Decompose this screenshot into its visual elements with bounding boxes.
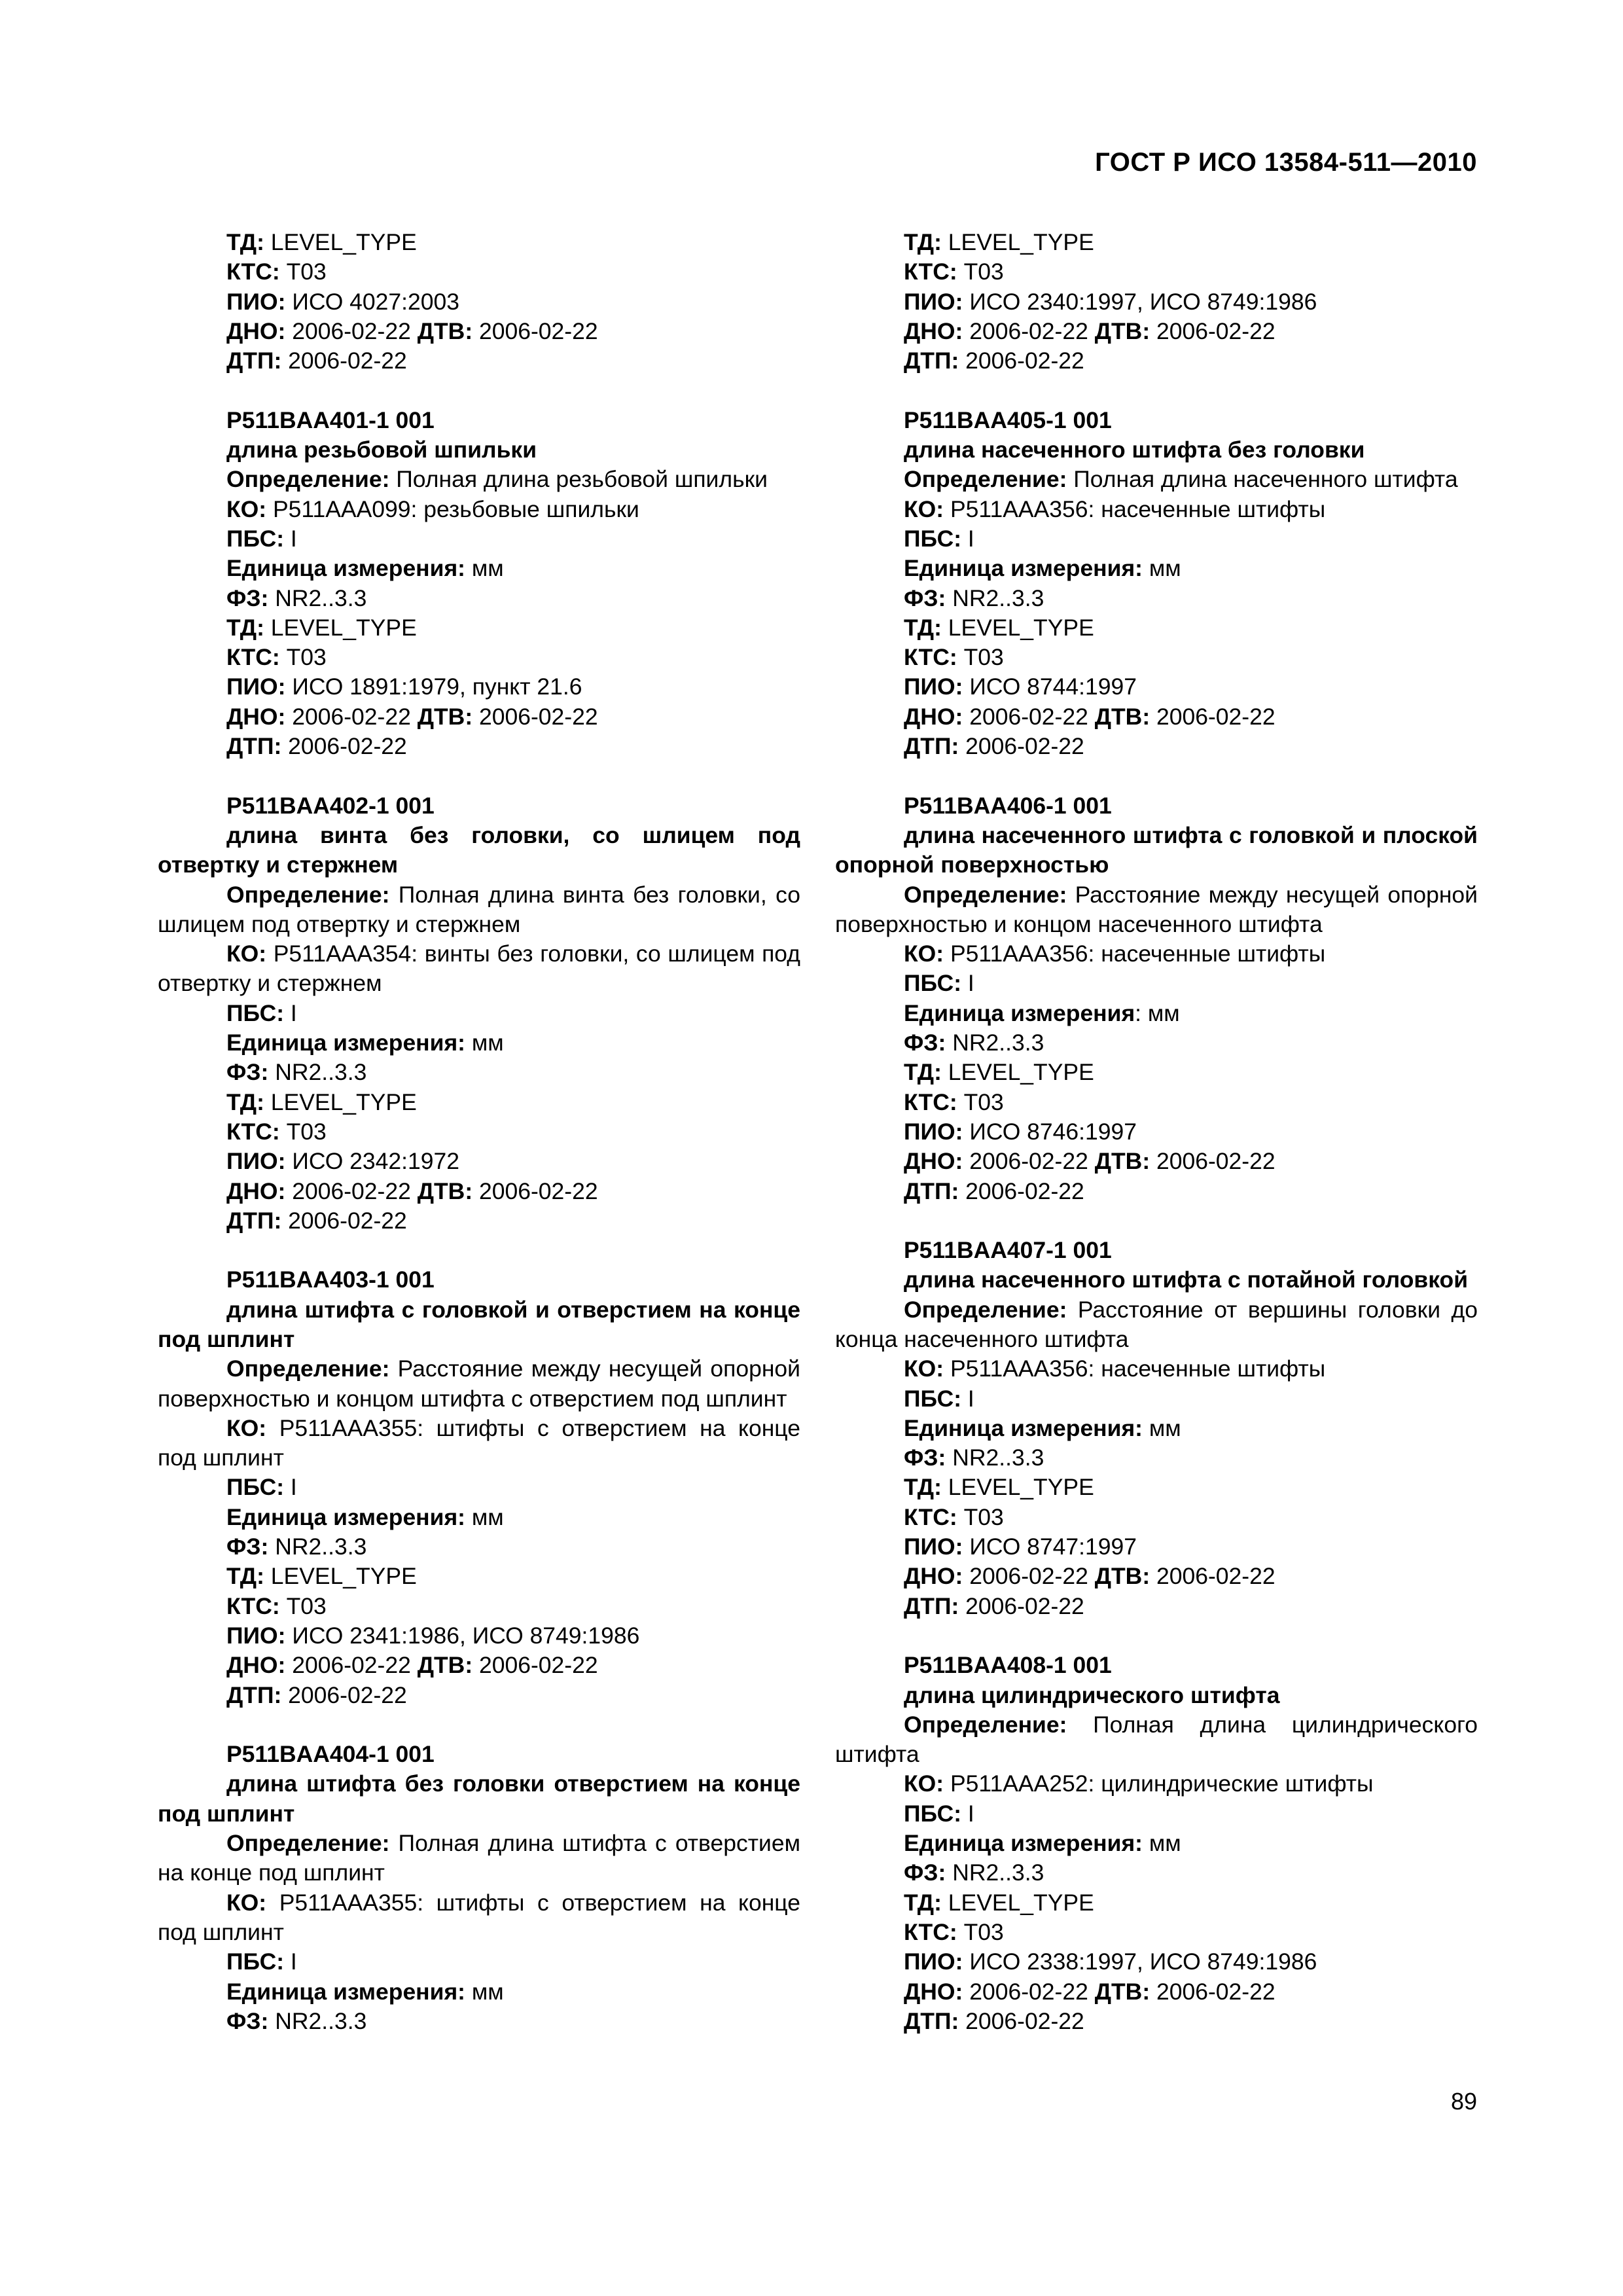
field-definition: Определение: Расстояние между несущей опорной поверхностью и концом штифта с отверстием под шплинт <box>158 1355 800 1412</box>
field-kts: КТС: T03 <box>904 259 1004 285</box>
entry-p511baa405 <box>835 406 1478 762</box>
field-fz: ФЗ: NR2..3.3 <box>226 2007 367 2034</box>
field-kts: КТС: T03 <box>226 259 327 285</box>
field-pio: ПИО: ИСО 4027:2003 <box>226 288 459 315</box>
field-unit: Единица измерения: мм <box>904 1414 1181 1441</box>
field-td: ТД: LEVEL_TYPE <box>904 1474 1094 1501</box>
field-td: ТД: LEVEL_TYPE <box>904 614 1094 641</box>
left-column <box>158 228 800 2066</box>
field-unit: Единица измерения: мм <box>904 999 1180 1026</box>
entry-title: длина штифта с головкой и отверстием на конце под шплинт <box>158 1296 800 1352</box>
field-unit: Единица измерения: мм <box>226 555 504 582</box>
field-pbs: ПБС: I <box>226 525 297 552</box>
entry-p511baa401 <box>158 406 800 762</box>
field-dtp: ДТП: 2006-02-22 <box>904 1592 1084 1619</box>
field-pbs: ПБС: I <box>904 970 974 997</box>
field-dno-dtv: ДНО: 2006-02-22 ДТВ: 2006-02-22 <box>904 1148 1275 1175</box>
field-td: ТД: LEVEL_TYPE <box>904 1889 1094 1916</box>
field-ko: КО: P511AAA355: штифты с отверстием на конце под шплинт <box>158 1414 800 1471</box>
field-unit: Единица измерения: мм <box>226 1978 504 2005</box>
entry-p511baa404 <box>158 1740 800 2036</box>
field-kts: КТС: T03 <box>904 1918 1004 1945</box>
field-td: ТД: LEVEL_TYPE <box>226 1088 417 1115</box>
field-definition: Определение: Полная длина винта без головки, со шлицем под отвертку и стержнем <box>158 881 800 937</box>
field-fz: ФЗ: NR2..3.3 <box>904 1859 1044 1886</box>
field-kts: КТС: T03 <box>904 1088 1004 1115</box>
field-dtp: ДТП: 2006-02-22 <box>904 2007 1084 2034</box>
field-pbs: ПБС: I <box>904 1800 974 1827</box>
field-unit: Единица измерения: мм <box>904 555 1181 582</box>
field-kts: КТС: T03 <box>904 1503 1004 1530</box>
field-pbs: ПБС: I <box>904 525 974 552</box>
field-ko: КО: P511AAA356: насеченные штифты <box>904 941 1326 967</box>
field-dno-dtv: ДНО: 2006-02-22 ДТВ: 2006-02-22 <box>226 317 598 344</box>
field-kts: КТС: T03 <box>226 1592 327 1619</box>
field-dtp: ДТП: 2006-02-22 <box>226 1681 407 1708</box>
field-dno-dtv: ДНО: 2006-02-22 ДТВ: 2006-02-22 <box>904 317 1275 344</box>
field-td: ТД: LEVEL_TYPE <box>226 614 417 641</box>
right-column <box>835 228 1478 2066</box>
field-pio: ПИО: ИСО 1891:1979, пункт 21.6 <box>226 673 582 700</box>
field-td: ТД: LEVEL_TYPE <box>226 1563 417 1590</box>
field-pio: ПИО: ИСО 8744:1997 <box>904 673 1137 700</box>
field-dno-dtv: ДНО: 2006-02-22 ДТВ: 2006-02-22 <box>904 703 1275 730</box>
field-pio: ПИО: ИСО 8747:1997 <box>904 1534 1137 1560</box>
field-dno-dtv: ДНО: 2006-02-22 ДТВ: 2006-02-22 <box>226 1177 598 1204</box>
entry-title: длина насеченного штифта без головки <box>904 437 1365 463</box>
entry-code: P511BAA404-1 001 <box>226 1741 435 1768</box>
field-dtp: ДТП: 2006-02-22 <box>904 733 1084 760</box>
field-pio: ПИО: ИСО 2338:1997, ИСО 8749:1986 <box>904 1948 1317 1975</box>
field-pio: ПИО: ИСО 2342:1972 <box>226 1148 459 1175</box>
entry-title: длина резьбовой шпильки <box>226 437 537 463</box>
entry-title: длина цилиндрического штифта <box>904 1681 1280 1708</box>
standard-header: ГОСТ Р ИСО 13584-511—2010 <box>1095 148 1477 177</box>
entry-p511baa402 <box>158 791 800 1236</box>
field-fz: ФЗ: NR2..3.3 <box>904 1444 1044 1471</box>
entry-continuation <box>158 228 800 376</box>
field-kts: КТС: T03 <box>226 644 327 671</box>
field-fz: ФЗ: NR2..3.3 <box>226 584 367 611</box>
field-ko: КО: P511AAA356: насеченные штифты <box>904 1355 1326 1382</box>
field-pbs: ПБС: I <box>904 1385 974 1412</box>
field-dno-dtv: ДНО: 2006-02-22 ДТВ: 2006-02-22 <box>904 1563 1275 1590</box>
field-td: ТД: LEVEL_TYPE <box>904 229 1094 255</box>
field-td: ТД: LEVEL_TYPE <box>226 229 417 255</box>
field-fz: ФЗ: NR2..3.3 <box>904 584 1044 611</box>
entry-code: P511BAA406-1 001 <box>904 792 1112 819</box>
field-definition: Определение: Полная длина цилиндрического штифта <box>835 1711 1478 1768</box>
field-pbs: ПБС: I <box>226 1948 297 1975</box>
field-fz: ФЗ: NR2..3.3 <box>904 1030 1044 1056</box>
field-ko: КО: P511AAA252: цилиндрические штифты <box>904 1770 1374 1797</box>
field-unit: Единица измерения: мм <box>226 1503 504 1530</box>
field-ko: КО: P511AAA355: штифты с отверстием на конце под шплинт <box>158 1889 800 1945</box>
entry-p511baa403 <box>158 1265 800 1710</box>
field-pbs: ПБС: I <box>226 1474 297 1501</box>
entry-continuation <box>835 228 1478 376</box>
field-ko: КО: P511AAA356: насеченные штифты <box>904 495 1326 522</box>
entry-code: P511BAA401-1 001 <box>226 406 435 433</box>
entry-code: P511BAA405-1 001 <box>904 406 1112 433</box>
entry-code: P511BAA407-1 001 <box>904 1237 1112 1264</box>
entry-p511baa408 <box>835 1651 1478 2036</box>
field-ko: КО: P511AAA099: резьбовые шпильки <box>226 495 639 522</box>
entry-code: P511BAA402-1 001 <box>226 792 435 819</box>
field-pio: ПИО: ИСО 2340:1997, ИСО 8749:1986 <box>904 288 1317 315</box>
field-definition: Определение: Полная длина насеченного штифта <box>904 466 1458 493</box>
field-dtp: ДТП: 2006-02-22 <box>226 1207 407 1234</box>
field-pio: ПИО: ИСО 8746:1997 <box>904 1118 1137 1145</box>
field-fz: ФЗ: NR2..3.3 <box>226 1059 367 1086</box>
field-definition: Определение: Расстояние между несущей опорной поверхностью и концом насеченного штифта <box>835 881 1478 937</box>
page-number: 89 <box>1450 2088 1477 2115</box>
entry-title: длина винта без головки, со шлицем под отвертку и стержнем <box>158 821 800 878</box>
entry-title: длина насеченного штифта с головкой и плоской опорной поверхностью <box>835 821 1478 878</box>
field-kts: КТС: T03 <box>904 644 1004 671</box>
field-dtp: ДТП: 2006-02-22 <box>226 348 407 374</box>
entry-p511baa407 <box>835 1236 1478 1621</box>
field-unit: Единица измерения: мм <box>904 1830 1181 1857</box>
field-fz: ФЗ: NR2..3.3 <box>226 1534 367 1560</box>
field-definition: Определение: Полная длина резьбовой шпильки <box>226 466 768 493</box>
field-ko: КО: P511AAA354: винты без головки, со шлицем под отвертку и стержнем <box>158 941 800 997</box>
field-dno-dtv: ДНО: 2006-02-22 ДТВ: 2006-02-22 <box>226 1652 598 1679</box>
field-pbs: ПБС: I <box>226 999 297 1026</box>
field-definition: Определение: Расстояние от вершины головки до конца насеченного штифта <box>835 1296 1478 1352</box>
entry-p511baa406 <box>835 791 1478 1206</box>
field-pio: ПИО: ИСО 2341:1986, ИСО 8749:1986 <box>226 1622 640 1649</box>
field-dno-dtv: ДНО: 2006-02-22 ДТВ: 2006-02-22 <box>904 1978 1275 2005</box>
field-dno-dtv: ДНО: 2006-02-22 ДТВ: 2006-02-22 <box>226 703 598 730</box>
entry-code: P511BAA408-1 001 <box>904 1652 1112 1679</box>
entry-code: P511BAA403-1 001 <box>226 1266 435 1293</box>
field-dtp: ДТП: 2006-02-22 <box>904 348 1084 374</box>
field-definition: Определение: Полная длина штифта с отверстием на конце под шплинт <box>158 1830 800 1886</box>
field-dtp: ДТП: 2006-02-22 <box>226 733 407 760</box>
entry-title: длина штифта без головки отверстием на конце под шплинт <box>158 1770 800 1827</box>
field-unit: Единица измерения: мм <box>226 1030 504 1056</box>
field-kts: КТС: T03 <box>226 1118 327 1145</box>
field-td: ТД: LEVEL_TYPE <box>904 1059 1094 1086</box>
field-dtp: ДТП: 2006-02-22 <box>904 1177 1084 1204</box>
entry-title: длина насеченного штифта с потайной головкой <box>904 1266 1469 1293</box>
